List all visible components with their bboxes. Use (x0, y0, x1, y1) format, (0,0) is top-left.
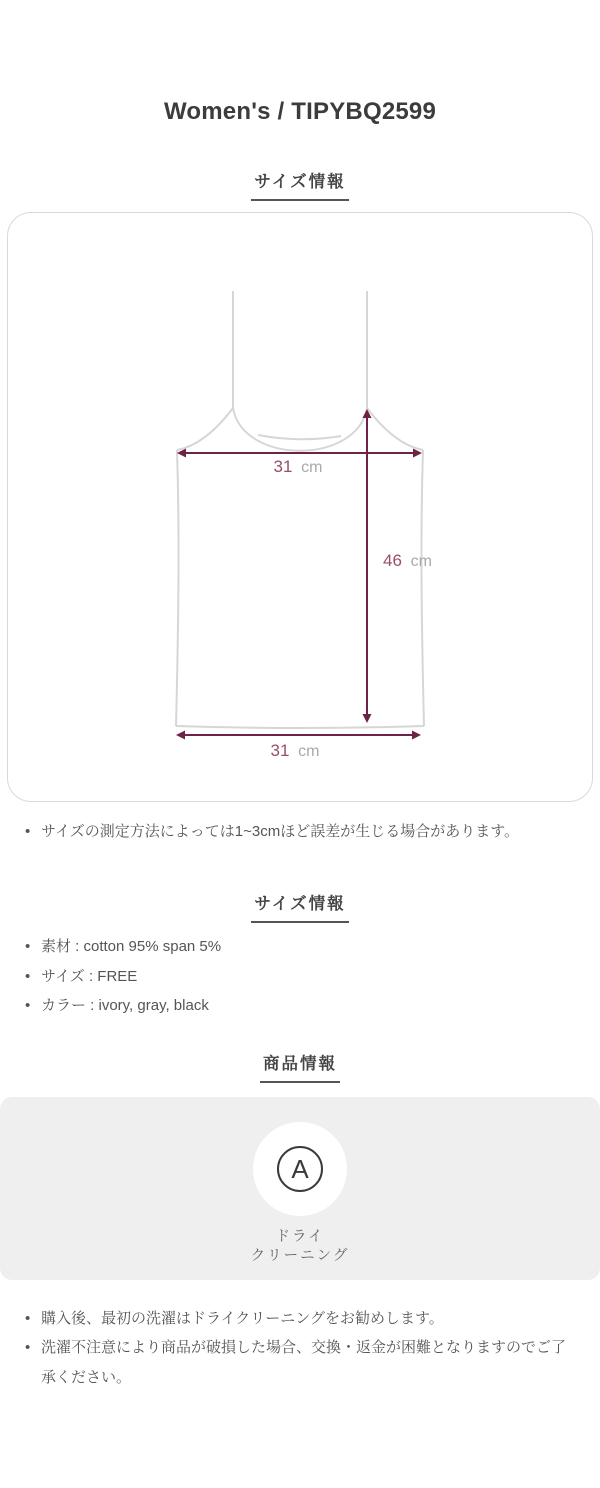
care-icon-label (251, 1228, 350, 1266)
list-item-color: • カラー : ivory, gray, black (24, 991, 576, 1020)
dry-clean-icon-letter: A (291, 1153, 309, 1184)
garment-right-seam (421, 450, 424, 726)
garment-hem (176, 726, 424, 728)
dry-clean-icon (277, 1146, 323, 1192)
size-info-list (0, 932, 600, 1020)
size-info-heading-text: サイズ情報 (251, 890, 348, 923)
list-item: • 購入後、最初の洗濯はドライクリーニングをお勧めします。 (24, 1304, 576, 1333)
hem-arrow-right (412, 731, 421, 740)
product-info-heading-text: 商品情報 (260, 1050, 340, 1083)
size-diagram-section-heading (0, 168, 600, 201)
page-title: Women's / TIPYBQ2599 (163, 98, 437, 125)
garment-right-armhole (367, 408, 423, 450)
care-icon-label-line2: クリーニング (250, 1248, 350, 1264)
list-item-material: • 素材 : cotton 95% span 5% (24, 932, 576, 961)
size-note-list (0, 817, 600, 846)
length-measure-label: 46 cm (383, 551, 432, 570)
hem-arrow-left (176, 731, 185, 740)
size-info-section-heading (0, 890, 600, 923)
list-item: • 洗濯不注意により商品が破損した場合、交換・返金が困難となりますのでご了承ください。 (24, 1333, 576, 1392)
care-instruction-panel (0, 1097, 600, 1280)
size-diagram-heading-text: サイズ情報 (251, 168, 348, 201)
measurement-lines (176, 409, 422, 740)
list-item-size: • サイズ : FREE (24, 962, 576, 991)
garment-left-seam (176, 450, 179, 726)
care-note-list (0, 1304, 600, 1392)
hem-measure-label: 31 cm (270, 741, 320, 760)
size-diagram-panel (7, 212, 593, 802)
garment-left-armhole (177, 408, 233, 450)
garment-measurement-diagram (8, 213, 592, 799)
care-icon-label-line1: ドライ (275, 1229, 325, 1245)
chest-measure-label: 31 cm (273, 457, 323, 476)
garment-outline (176, 291, 424, 728)
length-arrow-bottom (363, 714, 372, 723)
product-info-section-heading (0, 1050, 600, 1083)
garment-back-neckline (258, 435, 341, 439)
list-item: • サイズの測定方法によっては1~3cmほど誤差が生じる場合があります。 (24, 817, 576, 846)
garment-front-neckline (233, 408, 367, 451)
care-icon-disc (253, 1122, 347, 1216)
